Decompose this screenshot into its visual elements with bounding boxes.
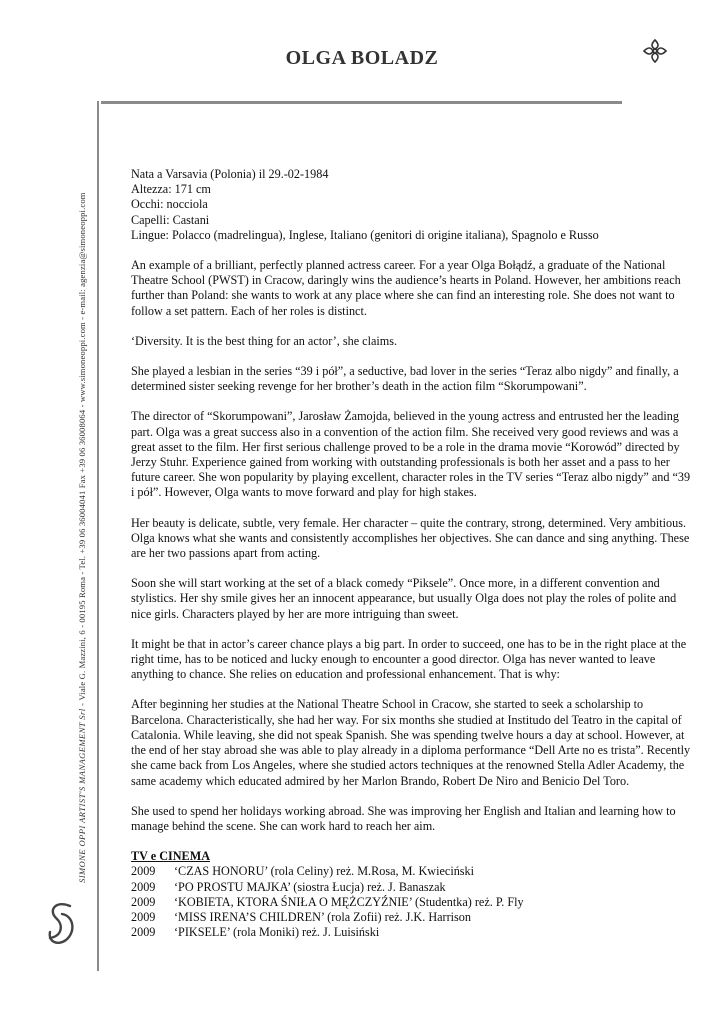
credit-year: 2009 xyxy=(131,909,156,924)
credit-year: 2009 xyxy=(131,894,156,909)
credit-title: ‘MISS IRENA’S CHILDREN’ (rola Zofii) reż. J.K. Harrison xyxy=(174,909,471,924)
credits-section xyxy=(131,849,691,940)
credit-year: 2009 xyxy=(131,864,156,879)
margin-divider xyxy=(97,101,99,971)
header-divider xyxy=(101,101,622,104)
credit-row xyxy=(131,910,691,925)
credit-title: ‘KOBIETA, KTORA ŚNIŁA O MĘŻCZYŹNIE’ (Studentka) reż. P. Fly xyxy=(174,894,524,909)
bio-paragraph: It might be that in actor’s career chance plays a big part. In order to succeed, one has to be in the right place at the right time, has to be noticed and lucky enough to encounter a good director. Olga has never wanted to leave anything to chance. She relies on education and professional enhancement. That is why: xyxy=(131,636,687,682)
bio-paragraph: Soon she will start working at the set of a black comedy “Piksele”. Once more, in a different convention and stylistics. Her shy smile gives her an innocent appearance, but usually Olga does not play the roles of polite and nice girls. Characters played by her are more intriguing than sweet. xyxy=(131,576,677,621)
credit-title: ‘PO PROSTU MAJKA’ (siostra Łucja) reż. J. Banaszak xyxy=(174,879,446,894)
credit-title: ‘PIKSELE’ (rola Moniki) reż. J. Luisiński xyxy=(174,925,380,940)
languages-info: Lingue: Polacco (madrelingua), Inglese, Italiano (genitori di origine italiana), Spagnolo e Russo xyxy=(131,227,599,242)
credit-row xyxy=(131,925,691,940)
credit-year: 2009 xyxy=(131,879,156,894)
credit-row xyxy=(131,864,691,879)
ornament-icon xyxy=(642,38,668,64)
agency-sidebar xyxy=(75,103,89,883)
bio-paragraph: After beginning her studies at the National Theatre School in Cracow, she started to seek a scholarship to Barcelona. Characteristically, she had her way. For six months she studied at Institudo del Teatro in the capital of Catalonia. While leaving, she did not speak Spanish. She was spending twelve hours a day at school. However, at the end of her stay abroad she was able to play already in a diploma performance “Dell Arte no es trista”. Recently she came back from Los Angeles, where she studied actors techniques at the renowned Stella Adler Academy, the same academy which educated admired by her Marlon Brando, Robert De Niro and Benicio Del Toro. xyxy=(131,697,691,788)
eyes-info: Occhi: nocciola xyxy=(131,197,208,212)
credit-title: ‘CZAS HONORU’ (rola Celiny) reż. M.Rosa, M. Kwieciński xyxy=(174,864,475,879)
resume-body xyxy=(131,167,691,940)
credit-row xyxy=(131,895,691,910)
agency-logo-icon xyxy=(42,898,80,948)
birth-info: Nata a Varsavia (Polonia) il 29.-02-1984 xyxy=(131,167,329,181)
bio-paragraph: An example of a brilliant, perfectly planned actress career. For a year Olga Bołądź, a graduate of the National Theatre School (PWST) in Cracow, daringly wins the audience’s hearts in Poland. However, her ambitions reach further than Poland: she wants to work at any place where she can find an interesting role. She does not want to follow a set pattern. Each of her roles is distinct. xyxy=(131,258,681,318)
height-info: Altezza: 171 cm xyxy=(131,182,211,197)
bio-paragraph: Her beauty is delicate, subtle, very female. Her character – quite the contrary, strong, determined. Very ambitious. Olga knows what she wants and consistently accomplishes her objectives. She can dance and sing anything. These are her two passions apart from acting. xyxy=(131,515,690,561)
bio-paragraph: She used to spend her holidays working abroad. She was improving her English and Italian and learning how to manage behind the scene. She can work hard to reach her aim. xyxy=(131,803,676,833)
hair-info: Capelli: Castani xyxy=(131,212,210,227)
section-title: TV e CINEMA xyxy=(131,849,210,864)
agency-contacts: Viale G. Mazzini, 6 - 00195 Roma - Tel. +39 06 36004041 Fax +39 06 36008064 - www.simoneoppi.com - e-mail: agenzia@simoneoppi.com xyxy=(77,192,87,701)
bio-paragraph: The director of “Skorumpowani”, Jarosław Żamojda, believed in the young actress and entrusted her the leading part. Olga was a great success also in a convention of the action film. She received very good reviews and was a great asset to the film. Her first serious challenge proved to be a role in the drama movie “Korowód” directed by Jerzy Stuhr. Experience gained from working with outstanding professionals is both her asset and a pass to her future career. She won popularity by playing excellent, character roles in the TV series “Teraz albo nigdy” and “39 i pół”. However, Olga wants to move forward and play for high stakes. xyxy=(131,409,691,500)
credit-row xyxy=(131,880,691,895)
page-title: OLGA BOLADZ xyxy=(285,47,439,69)
personal-info xyxy=(131,167,691,243)
agency-name: SIMONE OPPI ARTIST'S MANAGEMENT Srl - xyxy=(77,702,87,883)
bio-paragraph: ‘Diversity. It is the best thing for an actor’, she claims. xyxy=(131,333,398,348)
bio-paragraph: She played a lesbian in the series “39 i pół”, a seductive, bad lover in the series “Teraz albo nigdy” and finally, a determined sister seeking revenge for her brother’s death in the action film “Skorumpowani”. xyxy=(131,364,679,394)
credit-year: 2009 xyxy=(131,925,156,940)
